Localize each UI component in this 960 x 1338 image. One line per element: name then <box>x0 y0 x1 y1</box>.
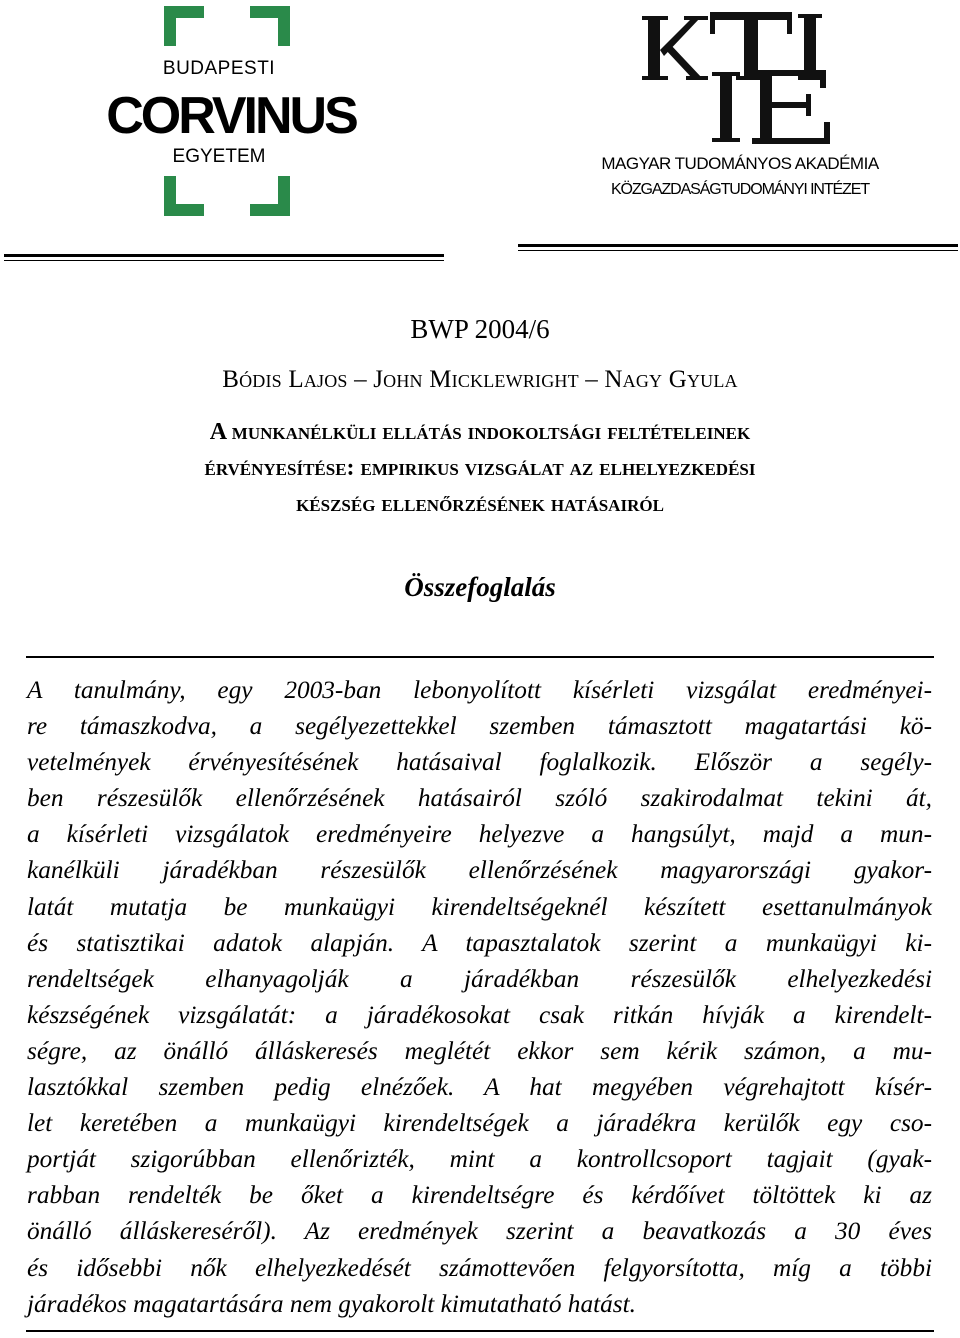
institute-line-1: MAGYAR TUDOMÁNYOS AKADÉMIA <box>601 154 879 173</box>
abstract-line: a kísérleti vizsgálatok eredményeire helyezve a hangsúlyt, majd a mun- <box>27 820 932 849</box>
abstract-line: lasztókkal szemben pedig elnézőek. A hat megyében végrehajtott kísér- <box>27 1073 932 1102</box>
series-number: BWP 2004/6 <box>410 314 550 344</box>
paper-title <box>40 414 920 522</box>
corvinus-logo <box>80 6 380 218</box>
header-divider-right <box>518 244 958 251</box>
abstract-line: járadékos magatartására nem gyakorolt kimutatható hatást. <box>27 1289 636 1318</box>
abstract-line: portját szigorúbban ellenőrizték, mint a kontrollcsoport tagjait (gyak- <box>27 1145 932 1174</box>
abstract-line: ben részesülők ellenőrzésének hatásairól szóló szakirodalmat tekini át, <box>27 784 932 813</box>
abstract-line: let keretében a munkaügyi kirendeltségek a járadékra kerülők egy cso- <box>27 1109 932 1138</box>
abstract-top-rule <box>26 656 934 658</box>
author-list: Bódis Lajos – John Micklewright – Nagy Gyula <box>222 366 738 393</box>
abstract-line: önálló álláskereséről). Az eredmények szerint a beavatkozás a 30 éves <box>27 1217 932 1246</box>
institute-line-2: KÖZGAZDASÁGTUDOMÁNYI INTÉZET <box>610 181 870 198</box>
abstract-bottom-rule <box>26 1330 934 1332</box>
kti-logo <box>640 8 840 148</box>
title-line: készség ellenőrzésének hatásairól <box>296 491 664 517</box>
summary-heading: Összefoglalás <box>404 572 556 602</box>
logo-corner-bottom-right <box>250 176 290 216</box>
abstract-line: és idősebbi nők elhelyezkedését számottevően felgyorsította, míg a többi <box>27 1253 932 1282</box>
header-divider-left <box>4 254 444 261</box>
abstract-line: kanélküli járadékban részesülők ellenőrzésének magyarországi gyakor- <box>27 856 932 885</box>
abstract-line: latát mutatja be munkaügyi kirendeltségeknél készített esettanulmányok <box>27 892 932 921</box>
logo-corner-top-left <box>164 6 204 46</box>
abstract-line: A tanulmány, egy 2003-ban lebonyolított kísérleti vizsgálat eredményei- <box>27 676 932 704</box>
abstract-line: re támaszkodva, a segélyezettekkel szemben támasztott magatartási kö- <box>27 712 932 741</box>
abstract-line: rendeltségek elhanyagolják a járadékban részesülők elhelyezkedési <box>27 964 932 993</box>
abstract-line: vetelmények érvényesítésének hatásaival foglalkozik. Először a segély- <box>27 748 932 777</box>
title-line: érvényesítése: empirikus vizsgálat az elhelyezkedési <box>204 455 756 481</box>
abstract-line: készségének vizsgálatát: a járadékosokat csak ritkán hívják a kirendelt- <box>27 1000 932 1029</box>
abstract-line: rabban rendelték be őket a kirendeltségre és kérdőívet töltöttek ki az <box>27 1181 932 1210</box>
logo-bottom-text: EGYETEM <box>172 146 266 167</box>
abstract-text <box>27 672 932 1322</box>
logo-main-text: CORVINUS <box>106 87 356 145</box>
logo-corner-bottom-left <box>164 176 204 216</box>
abstract-line: ségre, az önálló álláskeresés meglétét ekkor sem kérik számon, a mu- <box>27 1036 932 1065</box>
abstract-line: és statisztikai adatok alapján. A tapasztalatok szerint a munkaügyi ki- <box>27 928 932 957</box>
logo-top-text: BUDAPESTI <box>162 58 276 79</box>
logo-corner-top-right <box>250 6 290 46</box>
title-line: A munkanélküli ellátás indokoltsági feltételeinek <box>209 419 751 445</box>
